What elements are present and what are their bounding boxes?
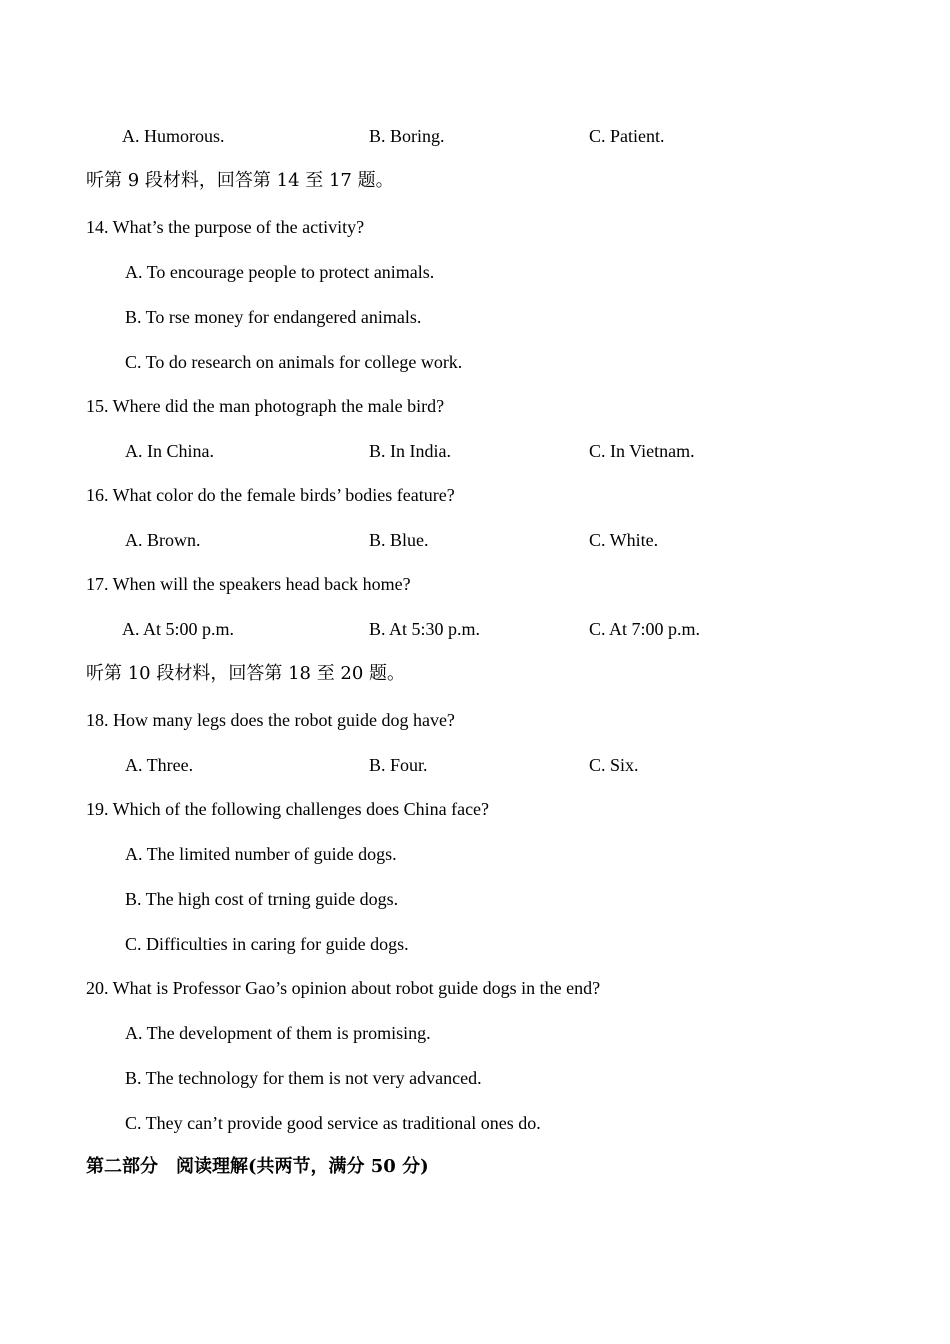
q20-option-a-row <box>0 1021 950 1045</box>
q13-option-c: C. Patient. <box>589 126 665 146</box>
q20-option-a: A. The development of them is promising. <box>125 1023 431 1043</box>
q14-option-c: C. To do research on animals for college work. <box>125 352 463 372</box>
q19-option-c-row <box>0 932 950 956</box>
section9-instruction-row <box>0 169 950 193</box>
q13-option-b: B. Boring. <box>369 126 445 146</box>
q14-option-a-row <box>0 260 950 284</box>
q19-question-row <box>0 797 950 821</box>
q15-option-b: B. In India. <box>369 441 451 461</box>
section9-instruction: 听第 9 段材料，回答第 14 至 17 题。 <box>86 170 394 191</box>
q16-option-a: A. Brown. <box>125 530 201 550</box>
q17-question: 17. When will the speakers head back home? <box>86 574 411 594</box>
part2-heading-row <box>0 1155 950 1179</box>
q19-question: 19. Which of the following challenges does China face? <box>86 799 490 819</box>
q18-options-row <box>0 753 950 777</box>
q19-option-c: C. Difficulties in caring for guide dogs. <box>125 934 409 954</box>
q19-option-b: B. The high cost of trning guide dogs. <box>125 889 399 909</box>
q13-options-row <box>0 124 950 148</box>
q20-option-c-row <box>0 1111 950 1135</box>
q17-option-b: B. At 5:30 p.m. <box>369 619 481 639</box>
section10-instruction: 听第 10 段材料，回答第 18 至 20 题。 <box>86 663 406 684</box>
q16-options-row <box>0 528 950 552</box>
q14-option-c-row <box>0 350 950 374</box>
q18-question-row <box>0 708 950 732</box>
q19-option-b-row <box>0 887 950 911</box>
q20-question: 20. What is Professor Gao’s opinion about robot guide dogs in the end? <box>86 978 601 998</box>
q17-question-row <box>0 572 950 596</box>
q14-option-a: A. To encourage people to protect animals. <box>125 262 435 282</box>
section10-instruction-row <box>0 662 950 686</box>
q18-option-a: A. Three. <box>125 755 194 775</box>
q18-option-b: B. Four. <box>369 755 428 775</box>
q14-option-b: B. To rse money for endangered animals. <box>125 307 422 327</box>
q14-question-row <box>0 215 950 239</box>
q20-question-row <box>0 976 950 1000</box>
q18-question: 18. How many legs does the robot guide dog have? <box>86 710 455 730</box>
q17-options-row <box>0 617 950 641</box>
q20-option-b-row <box>0 1066 950 1090</box>
q18-option-c: C. Six. <box>589 755 639 775</box>
q15-option-c: C. In Vietnam. <box>589 441 695 461</box>
q16-question-row <box>0 483 950 507</box>
q17-option-a: A. At 5:00 p.m. <box>122 619 235 639</box>
q15-options-row <box>0 439 950 463</box>
q19-option-a-row <box>0 842 950 866</box>
q16-question: 16. What color do the female birds’ bodies feature? <box>86 485 455 505</box>
q20-option-b: B. The technology for them is not very advanced. <box>125 1068 482 1088</box>
q16-option-c: C. White. <box>589 530 659 550</box>
q15-option-a: A. In China. <box>125 441 214 461</box>
q16-option-b: B. Blue. <box>369 530 429 550</box>
part2-heading: 第二部分 阅读理解(共两节，满分 50 分) <box>86 1156 429 1177</box>
q15-question-row <box>0 394 950 418</box>
q20-option-c: C. They can’t provide good service as traditional ones do. <box>125 1113 541 1133</box>
q15-question: 15. Where did the man photograph the male bird? <box>86 396 445 416</box>
q13-option-a: A. Humorous. <box>122 126 225 146</box>
q14-option-b-row <box>0 305 950 329</box>
q17-option-c: C. At 7:00 p.m. <box>589 619 701 639</box>
q19-option-a: A. The limited number of guide dogs. <box>125 844 397 864</box>
q14-question: 14. What’s the purpose of the activity? <box>86 217 365 237</box>
